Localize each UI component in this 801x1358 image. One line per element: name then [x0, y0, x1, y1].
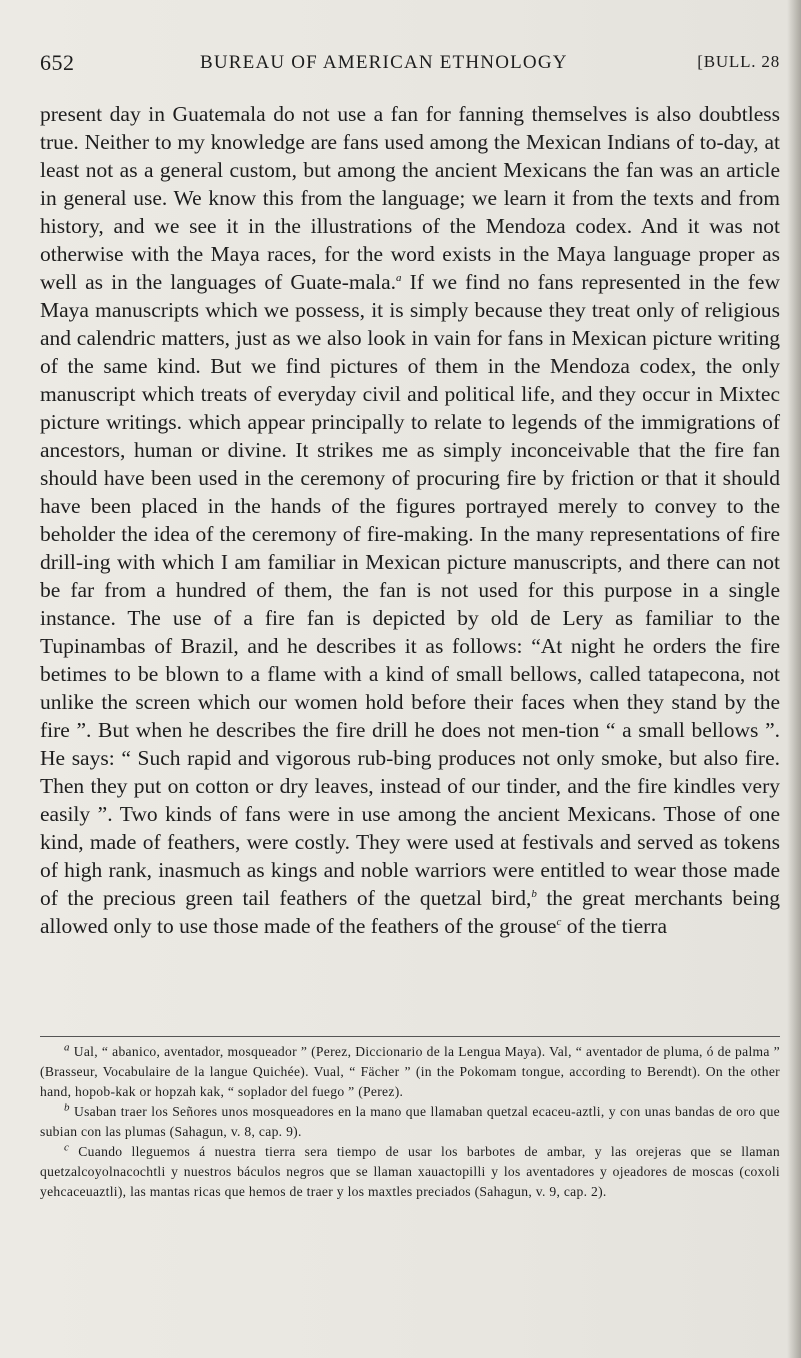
footnote-text: Ual, “ abanico, aventador, mosqueador ” (Perez, Diccionario de la Lengua Maya). Val, “ aventador de pluma, ó de palma ” (Brasseur, Vocabulaire de la langue Quichée). Vual, “ Fächer ” (in the Pokomam tongue, according to Berendt). On the other hand, hopob-kak or hopzah kak, “ soplador del fuego ” (Perez). [40, 1044, 780, 1099]
footnote-ref-b: b [531, 887, 537, 900]
paragraph [40, 100, 780, 940]
text-run: present day in Guatemala do not use a fan for fanning themselves is also doubtless true. Neither to my knowledge are fans used among the Mexican Indians of to-day, at least not as a general custom, but among the ancient Mexicans the fan was an article in general use. We know this from the language; we learn it from the texts and from history, and we see it in the illustrations of the Mendoza codex. And it was not otherwise with the Maya races, for the word exists in the Maya language proper as well as in the languages of Guate-mala. [40, 102, 780, 294]
running-title: BUREAU OF AMERICAN ETHNOLOGY [200, 52, 568, 73]
footnote-text: Cuando lleguemos á nuestra tierra sera tiempo de usar los barbotes de ambar, y las orejeras que se llaman quetzalcoyolnacochtli y nuestros báculos negros que se llaman xauactopilli y los aventadores y ojeadores de moscas (coxoli yehcaceuaztli), las mantas ricas que hemos de traer y los maxtles preciados (Sahagun, v. 9, cap. 2). [40, 1144, 780, 1199]
footnote-mark: c [64, 1141, 70, 1154]
text-run: the great merchants being allowed only to use those made of the feathers of the grouse [40, 886, 780, 938]
bulletin-label: [BULL. 28 [697, 52, 780, 71]
footnote-ref-c: c [556, 915, 562, 928]
footnotes [40, 1042, 780, 1202]
running-header [40, 50, 780, 80]
page-number: 652 [40, 50, 75, 75]
footnote-mark: b [64, 1101, 70, 1114]
text-run: If we find no fans represented in the few Maya manuscripts which we possess, it is simply because they treat only of religious and calendric matters, just as we also look in vain for fans in Mexican picture writing of the same kind. But we find pictures of them in the Mendoza codex, the only manuscript which treats of everyday civil and political life, and they occur in Mixtec picture writings. which appear principally to relate to legends of the immigrations of ancestors, human or divine. It strikes me as simply inconceivable that the fire fan should have been used in the ceremony of procuring fire by friction or that it should have been placed in the hands of the figures portrayed merely to convey to the beholder the idea of the ceremony of fire-making. In the many representations of fire drill-ing with which I am familiar in Mexican picture manuscripts, and there can not be far from a hundred of them, the fan is not used for this purpose in a single instance. The use of a fire fan is depicted by old de Lery as familiar to the Tupinambas of Brazil, and he describes it as follows: “At night he orders the fire betimes to be blown to a flame with a kind of small bellows, called tatapecona, not unlike the screen which our women hold before their faces when they stand by the fire ”. But when he describes the fire drill he does not men-tion “ a small bellows ”. He says: “ Such rapid and vigorous rub-bing produces not only smoke, but also fire. Then they put on cotton or dry leaves, instead of our tinder, and the fire kindles very easily ”. Two kinds of fans were in use among the ancient Mexicans. Those of one kind, made of feathers, were costly. They were used at festivals and served as tokens of high rank, inasmuch as kings and noble warriors were entitled to wear those made of the precious green tail feathers of the quetzal bird, [40, 270, 780, 910]
footnote-text: Usaban traer los Señores unos mosqueadores en la mano que llamaban quetzal ecaceu-aztli, y con unas bandas de oro que subian con las plumas (Sahagun, v. 8, cap. 9). [40, 1104, 780, 1139]
main-text [40, 100, 780, 940]
footnote-c [40, 1142, 780, 1202]
footnote-b [40, 1102, 780, 1142]
page-edge-shadow [787, 0, 801, 1358]
footnote-divider [40, 1036, 780, 1037]
footnote-mark: a [64, 1041, 70, 1054]
footnote-a [40, 1042, 780, 1102]
footnote-ref-a: a [396, 271, 402, 284]
text-run: of the tierra [561, 914, 667, 938]
